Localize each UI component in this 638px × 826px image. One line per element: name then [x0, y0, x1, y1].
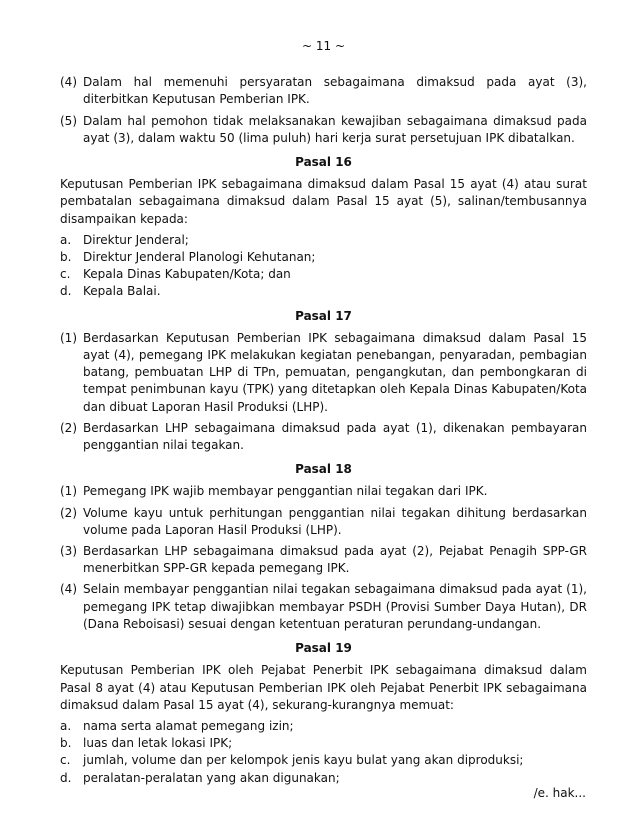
list-item	[60, 330, 587, 416]
item-text: Volume kayu untuk perhitungan penggantian nilai tegakan dihitung berdasarkan volume pada Laporan Hasil Produksi (LHP).	[83, 505, 587, 537]
item-text: nama serta alamat pemegang izin;	[83, 718, 294, 733]
document-page	[60, 38, 587, 787]
item-text: Direktur Jenderal Planologi Kehutanan;	[83, 250, 316, 265]
item-text: jumlah, volume dan per kelompok jenis kayu bulat yang akan diproduksi;	[83, 753, 524, 768]
list-item	[60, 74, 587, 108]
page-footer-continuation: /e. hak...	[533, 786, 586, 800]
list-item	[60, 505, 587, 539]
item-number: (2)	[60, 505, 77, 520]
list-item	[60, 483, 587, 500]
item-text: Berdasarkan LHP sebagaimana dimaksud pada ayat (2), Pejabat Penagih SPP-GR menerbitkan SPP-GR kepada pemegang IPK.	[83, 544, 587, 576]
item-letter: b.	[60, 250, 72, 265]
list-item	[60, 543, 587, 577]
item-number: (1)	[60, 484, 77, 499]
list-item	[60, 770, 587, 787]
list-item	[60, 420, 587, 454]
item-number: (5)	[60, 113, 77, 128]
item-text: Dalam hal memenuhi persyaratan sebagaimana dimaksud pada ayat (3), diterbitkan Keputusan Pemberian IPK.	[83, 75, 587, 107]
item-text: Kepala Balai.	[83, 284, 161, 299]
item-text: Direktur Jenderal;	[83, 232, 189, 247]
item-letter: d.	[60, 770, 72, 785]
item-letter: c.	[60, 753, 71, 768]
list-item	[60, 266, 587, 283]
section-heading-pasal-18: Pasal 18	[295, 462, 352, 477]
section-heading-pasal-16: Pasal 16	[295, 155, 352, 170]
item-letter: b.	[60, 736, 72, 751]
list-item	[60, 232, 587, 249]
section-heading-pasal-19: Pasal 19	[295, 641, 352, 656]
list-item	[60, 735, 587, 752]
item-text: Kepala Dinas Kabupaten/Kota; dan	[83, 267, 291, 282]
item-text: Berdasarkan Keputusan Pemberian IPK sebagaimana dimaksud dalam Pasal 15 ayat (4), pemegang IPK melakukan kegiatan penebangan, penyaradan, pembagian batang, pembuatan LHP di TPn, pemuatan, pengangkutan, dan pembongkaran di tempat penimbunan kayu (TPK) yang ditetapkan oleh Kepala Dinas Kabupaten/Kota dan dibuat Laporan Hasil Produksi (LHP).	[83, 330, 587, 414]
item-text: luas dan letak lokasi IPK;	[83, 736, 233, 751]
list-item	[60, 113, 587, 147]
list-item	[60, 752, 587, 769]
section-paragraph: Keputusan Pemberian IPK oleh Pejabat Penerbit IPK sebagaimana dimaksud dalam Pasal 8 ayat (4) atau Keputusan Pemberian IPK oleh Pejabat Penerbit IPK sebagaimana dimaksud dalam Pasal 15 ayat (4), sekurang-kurangnya memuat:	[60, 663, 587, 712]
item-text: Selain membayar penggantian nilai tegakan sebagaimana dimaksud pada ayat (1), pemegang IPK tetap diwajibkan membayar PSDH (Provisi Sumber Daya Hutan), DR (Dana Reboisasi) sesuai dengan ketentuan peraturan perundang-undangan.	[83, 582, 587, 631]
list-item	[60, 581, 587, 633]
item-letter: d.	[60, 284, 72, 299]
item-number: (3)	[60, 544, 77, 559]
item-text: Berdasarkan LHP sebagaimana dimaksud pada ayat (1), dikenakan pembayaran penggantian nilai tegakan.	[83, 420, 587, 453]
item-number: (4)	[60, 75, 77, 90]
item-letter: c.	[60, 267, 71, 282]
item-text: Pemegang IPK wajib membayar penggantian nilai tegakan dari IPK.	[83, 484, 488, 499]
item-letter: a.	[60, 718, 72, 733]
item-number: (4)	[60, 582, 77, 597]
section-heading-pasal-17: Pasal 17	[295, 308, 352, 323]
list-item	[60, 283, 587, 300]
item-number: (2)	[60, 420, 77, 435]
page-number: ~ 11 ~	[301, 39, 345, 53]
item-number: (1)	[60, 330, 77, 345]
list-item	[60, 718, 587, 735]
item-letter: a.	[60, 232, 72, 247]
item-text: Dalam hal pemohon tidak melaksanakan kewajiban sebagaimana dimaksud pada ayat (3), dalam waktu 50 (lima puluh) hari kerja surat persetujuan IPK dibatalkan.	[83, 113, 587, 145]
section-paragraph: Keputusan Pemberian IPK sebagaimana dimaksud dalam Pasal 15 ayat (4) atau surat pembatalan sebagaimana dimaksud dalam Pasal 15 ayat (5), salinan/tembusannya disampaikan kepada:	[60, 177, 587, 226]
item-text: peralatan-peralatan yang akan digunakan;	[83, 770, 340, 785]
list-item	[60, 249, 587, 266]
